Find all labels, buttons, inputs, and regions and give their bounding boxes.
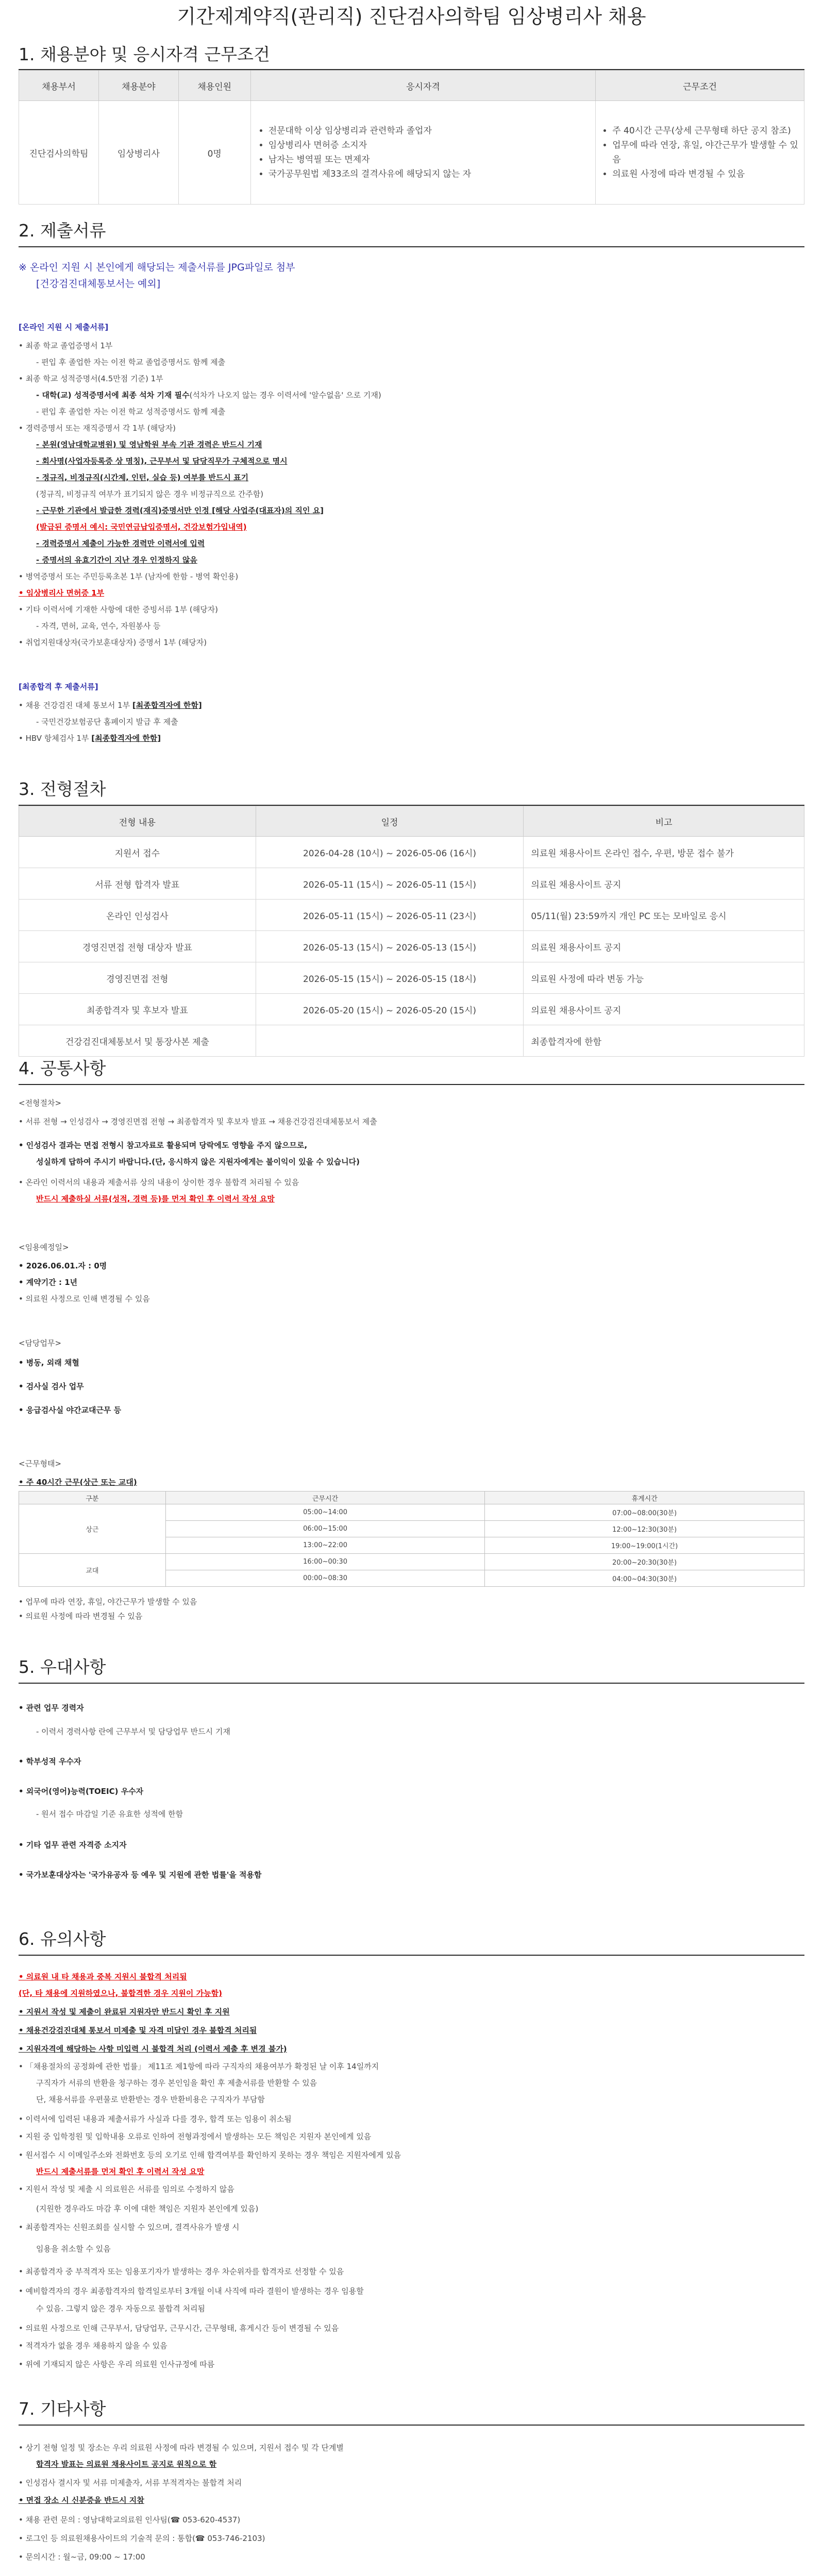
doc-subitem — [36, 389, 381, 401]
doc-item: • 경력증명서 또는 재직증명서 각 1부 (해당자) — [19, 423, 176, 433]
common-item: • 인성검사 결과는 면접 전형시 참고자료로 활용되며 당락에도 영향을 주지 않으므로, — [19, 1141, 308, 1150]
doc-item: • 최종 학교 졸업증명서 1부 — [19, 341, 113, 350]
step-schedule — [256, 1025, 524, 1057]
col-header: 일정 — [256, 806, 524, 837]
shift-hours: 00:00~08:30 — [165, 1570, 485, 1587]
step-note: 의료원 채용사이트 공지 — [524, 868, 804, 900]
step-note: 의료원 사정에 따라 변동 가능 — [524, 962, 804, 994]
doc-item-required: • 임상병리사 면허증 1부 — [19, 588, 105, 598]
step-note: 최종합격자에 한함 — [524, 1025, 804, 1057]
col-header: 채용부서 — [19, 71, 99, 101]
doc-subitem: - 경력증명서 제출이 가능한 경력만 이력서에 입력 — [36, 539, 205, 548]
section-heading-recruitment: 1. 채용분야 및 응시자격 근무조건 — [19, 44, 270, 64]
caution-item: • 지원자격에 해당하는 사항 미입력 시 불합격 처리 (이력서 제출 후 변경 불가) — [19, 2044, 287, 2054]
preference-item: • 기타 업무 관련 자격증 소지자 — [19, 1840, 127, 1850]
step-schedule: 2026-05-11 (15시) ~ 2026-05-11 (15시) — [256, 868, 524, 900]
caution-item-cont: 수 있음. 그렇지 않은 경우 자동으로 불합격 처리됨 — [36, 2304, 205, 2313]
section-heading-caution: 6. 유의사항 — [19, 1929, 106, 1949]
doc-subitem: - 자격, 면허, 교육, 연수, 자원봉사 등 — [36, 621, 161, 631]
table-header-row — [19, 1492, 804, 1504]
doc-subitem: - 국민건강보험공단 홈페이지 발급 후 제출 — [36, 717, 178, 726]
caution-item: • 최종합격자는 신원조회를 실시할 수 있으며, 결격사유가 발생 시 — [19, 2223, 240, 2232]
recruitment-table — [19, 70, 804, 205]
contact-hr: • 채용 관련 문의 : 영남대학교의료원 인사팀(☎ 053-620-4537) — [19, 2515, 241, 2524]
shift-hours: 05:00~14:00 — [165, 1504, 485, 1521]
shift-break: 07:00~08:00(30분) — [485, 1504, 804, 1521]
col-header: 응시자격 — [250, 71, 596, 101]
cell-dept: 진단검사의학팀 — [19, 101, 99, 205]
other-item: • 면접 장소 시 신분증을 반드시 지참 — [19, 2496, 144, 2505]
appointment-date: • 2026.06.01.자 : 0명 — [19, 1261, 107, 1270]
page-title: 기간제계약직(관리직) 진단검사의학팀 임상병리사 채용 — [177, 5, 646, 28]
step-note: 의료원 채용사이트 공지 — [524, 931, 804, 962]
shift-break: 04:00~04:30(30분) — [485, 1570, 804, 1587]
common-item: • 온라인 이력서의 내용과 제출서류 상의 내용이 상이한 경우 불합격 처리될 수 있음 — [19, 1178, 299, 1187]
shift-group: 상근 — [19, 1504, 166, 1554]
online-docs-header: [온라인 지원 시 제출서류] — [19, 323, 109, 332]
caution-item: • 위에 기재되지 않은 사항은 우리 의료원 인사규정에 따름 — [19, 2360, 215, 2369]
cell-qualification — [250, 101, 596, 205]
work-type-note: • 업무에 따라 연장, 휴일, 야간근무가 발생할 수 있음 — [19, 1597, 197, 1606]
preference-item: • 학부성적 우수자 — [19, 1757, 81, 1766]
other-item: • 상기 전형 일정 및 장소는 우리 의료원 사정에 따라 변경될 수 있으며, 지원서 접수 및 각 단계별 — [19, 2443, 344, 2452]
step-schedule: 2026-05-20 (15시) ~ 2026-05-20 (15시) — [256, 994, 524, 1025]
process-table — [19, 806, 804, 1057]
caution-item: • 이력서에 입력된 내용과 제출서류가 사실과 다를 경우, 합격 또는 임용이 취소됨 — [19, 2114, 292, 2124]
divider — [19, 1683, 804, 1684]
doc-subitem-note: (석차가 나오지 않는 경우 이력서에 '알수없음' 으로 기재) — [189, 391, 381, 400]
qualification-item: • 남자는 병역필 또는 면제자 — [268, 152, 595, 167]
doc-subitem: - 편입 후 졸업한 자는 이전 학교 졸업증명서도 함께 제출 — [36, 358, 226, 367]
caution-item: • 원서접수 시 이메일주소와 전화번호 등의 오기로 인해 합격여부를 확인하지 못하는 경우 책임은 지원자에게 있음 — [19, 2150, 401, 2160]
table-row — [19, 1554, 804, 1570]
step-name: 서류 전형 합격자 발표 — [19, 868, 256, 900]
doc-item: • 기타 이력서에 기재한 사항에 대한 증빙서류 1부 (해당자) — [19, 605, 219, 614]
final-docs-header: [최종합격 후 제출서류] — [19, 682, 98, 691]
preference-subitem: - 이력서 경력사항 란에 근무부서 및 담당업무 반드시 기재 — [36, 1727, 230, 1736]
preference-item: • 관련 업무 경력자 — [19, 1703, 84, 1713]
col-header: 전형 내용 — [19, 806, 256, 837]
step-schedule: 2026-05-13 (15시) ~ 2026-05-13 (15시) — [256, 931, 524, 962]
section-heading-other: 7. 기타사항 — [19, 2399, 106, 2419]
caution-item: • 지원서 작성 및 제출 시 의료원은 서류를 임의로 수정하지 않음 — [19, 2184, 234, 2194]
cell-conditions — [596, 101, 804, 205]
doc-item — [19, 733, 161, 744]
other-item: • 인성검사 결시자 및 서류 미제출자, 서류 부적격자는 불합격 처리 — [19, 2478, 242, 2487]
subheader-work-type: <근무형태> — [19, 1459, 62, 1468]
col-header: 채용분야 — [98, 71, 178, 101]
caution-item-cont: (지원한 경우라도 마감 후 이에 대한 책임은 지원자 본인에게 있음) — [36, 2204, 259, 2213]
doc-item-text: • HBV 항체검사 1부 — [19, 734, 92, 743]
caution-item: • 적격자가 없을 경우 채용하지 않을 수 있음 — [19, 2341, 167, 2350]
step-note: 의료원 채용사이트 온라인 접수, 우편, 방문 접수 불가 — [524, 837, 804, 868]
step-name: 경영진면접 전형 대상자 발표 — [19, 931, 256, 962]
section-heading-common: 4. 공통사항 — [19, 1058, 106, 1078]
common-item-warning: 반드시 제출하실 서류(성적, 경력 등)를 먼저 확인 후 이력서 작성 요망 — [36, 1194, 275, 1204]
documents-notice-exception: [건강검진대체통보서는 예외] — [36, 278, 161, 290]
col-header: 구분 — [19, 1492, 166, 1504]
duty-item: • 검사실 검사 업무 — [19, 1382, 84, 1391]
subheader-duties: <담당업무> — [19, 1338, 62, 1348]
table-row — [19, 1504, 804, 1521]
cell-count: 0명 — [178, 101, 250, 205]
caution-item: • 지원서 작성 및 제출이 완료된 지원자만 반드시 확인 후 지원 — [19, 2007, 230, 2016]
caution-item-cont: 임용을 취소할 수 있음 — [36, 2244, 111, 2253]
divider — [19, 1084, 804, 1085]
caution-item: • 채용건강검진대체 통보서 미제출 및 자격 미달인 경우 불합격 처리됨 — [19, 2026, 257, 2035]
condition-item: • 업무에 따라 연장, 휴일, 야간근무가 발생할 수 있음 — [612, 138, 799, 167]
table-header-row — [19, 806, 804, 837]
table-row — [19, 931, 804, 962]
shift-break: 20:00~20:30(30분) — [485, 1554, 804, 1570]
shift-break: 19:00~19:00(1시간) — [485, 1537, 804, 1554]
doc-subitem: - 정규직, 비정규직(시간제, 인턴, 실습 등) 여부를 반드시 표기 — [36, 473, 249, 482]
section-heading-preference: 5. 우대사항 — [19, 1657, 106, 1677]
work-type-item: • 주 40시간 근무(상근 또는 교대) — [19, 1478, 137, 1487]
doc-subitem: - 근무한 기관에서 발급한 경력(재직)증명서만 인정 [해당 사업주(대표자)의 직인 요] — [36, 506, 324, 515]
preference-item: • 국가보훈대상자는 '국가유공자 등 예우 및 지원에 관한 법률'을 적용함 — [19, 1870, 262, 1879]
shift-hours: 06:00~15:00 — [165, 1521, 485, 1537]
common-item: • 서류 전형 → 인성검사 → 경영진면접 전형 → 최종합격자 및 후보자 발표 → 채용건강검진대체통보서 제출 — [19, 1117, 377, 1126]
col-header: 비고 — [524, 806, 804, 837]
work-type-note: • 의료원 사정에 따라 변경될 수 있음 — [19, 1612, 143, 1621]
step-note: 의료원 채용사이트 공지 — [524, 994, 804, 1025]
contract-period: • 계약기간 : 1년 — [19, 1278, 78, 1287]
doc-item — [19, 700, 202, 711]
caution-item-cont: 단, 채용서류를 우편물로 반환받는 경우 반환비용은 구직자가 부담함 — [36, 2095, 265, 2104]
table-row — [19, 101, 804, 205]
doc-subitem: (정규직, 비정규직 여부가 표기되지 않은 경우 비정규직으로 간주함) — [36, 489, 264, 499]
caution-item-warning: (단, 타 채용에 지원하였으나, 불합격한 경우 지원이 가능함) — [19, 1989, 222, 1998]
step-schedule: 2026-05-11 (15시) ~ 2026-05-11 (23시) — [256, 900, 524, 931]
step-name: 최종합격자 및 후보자 발표 — [19, 994, 256, 1025]
qualification-item: • 전문대학 이상 임상병리과 관련학과 졸업자 — [268, 124, 595, 138]
doc-subitem-warning: (발급된 증명서 예시: 국민연금납입증명서, 건강보험가입내역) — [36, 522, 247, 532]
divider — [19, 246, 804, 247]
doc-subitem: - 증명서의 유효기간이 지난 경우 인정하지 않음 — [36, 555, 197, 565]
contact-hours: • 문의시간 : 월~금, 09:00 ~ 17:00 — [19, 2552, 145, 2562]
doc-item: • 취업지원대상자(국가보훈대상자) 증명서 1부 (해당자) — [19, 638, 207, 647]
doc-subitem: - 편입 후 졸업한 자는 이전 학교 성적증명서도 함께 제출 — [36, 407, 226, 416]
documents-notice: ※ 온라인 지원 시 본인에게 해당되는 제출서류를 JPG파일로 첨부 — [19, 262, 295, 273]
qualification-item: • 임상병리사 면허증 소지자 — [268, 138, 595, 152]
other-item-cont: 합격자 발표는 의료원 채용사이트 공지로 원칙으로 함 — [36, 2460, 217, 2469]
subheader-appointment: <임용예정일> — [19, 1243, 69, 1252]
qualification-item: • 국가공무원법 제33조의 결격사유에 해당되지 않는 자 — [268, 167, 595, 181]
preference-item: • 외국어(영어)능력(TOEIC) 우수자 — [19, 1787, 144, 1796]
doc-item: • 병역증명서 또는 주민등록초본 1부 (남자에 한함 - 병역 확인용) — [19, 572, 239, 581]
table-header-row — [19, 71, 804, 101]
caution-item: • 의료원 사정으로 인해 근무부서, 담당업무, 근무시간, 근무형태, 휴게시간 등이 변경될 수 있음 — [19, 2324, 339, 2333]
table-row — [19, 994, 804, 1025]
doc-item-note: [최종합격자에 한함] — [91, 734, 161, 743]
step-name: 온라인 인성검사 — [19, 900, 256, 931]
duty-item: • 응급검사실 야간교대근무 등 — [19, 1405, 122, 1415]
cell-field: 임상병리사 — [98, 101, 178, 205]
doc-item: • 최종 학교 성적증명서(4.5만점 기준) 1부 — [19, 374, 163, 383]
step-name: 지원서 접수 — [19, 837, 256, 868]
step-name: 건강검진대체통보서 및 통장사본 제출 — [19, 1025, 256, 1057]
shift-table — [19, 1491, 804, 1587]
doc-subitem: - 회사명(사업자등록증 상 명칭), 근무부서 및 담당직무가 구체적으로 명시 — [36, 456, 288, 466]
common-item: 성실하게 답하여 주시기 바랍니다.(단, 응시하지 않은 지원자에게는 불이익이 있을 수 있습니다) — [36, 1157, 360, 1166]
col-header: 근무조건 — [596, 71, 804, 101]
doc-item-note: [최종합격자에 한함] — [132, 701, 202, 710]
caution-item: • 「채용절차의 공정화에 관한 법률」 제11조 제1항에 따라 구직자의 채용여부가 확정된 날 이후 14일까지 — [19, 2062, 379, 2071]
shift-break: 12:00~12:30(30분) — [485, 1521, 804, 1537]
caution-item-cont: 구직자가 서류의 반환을 청구하는 경우 본인임을 확인 후 제출서류를 반환할 수 있음 — [36, 2078, 317, 2088]
col-header: 휴게시간 — [485, 1492, 804, 1504]
caution-item: • 지원 중 입학정원 및 입학내용 오류로 인하여 전형과정에서 발생하는 모든 책임은 지원자 본인에게 있음 — [19, 2132, 372, 2141]
col-header: 채용인원 — [178, 71, 250, 101]
doc-subitem-bold: - 대학(교) 성적증명서에 최종 석차 기재 필수 — [36, 391, 190, 400]
step-schedule: 2026-04-28 (10시) ~ 2026-05-06 (16시) — [256, 837, 524, 868]
step-schedule: 2026-05-15 (15시) ~ 2026-05-15 (18시) — [256, 962, 524, 994]
table-row — [19, 962, 804, 994]
table-row — [19, 868, 804, 900]
divider — [19, 2425, 804, 2426]
caution-item-warning: 반드시 제출서류를 먼저 확인 후 이력서 작성 요망 — [36, 2167, 205, 2176]
doc-item-text: • 채용 건강검진 대체 통보서 1부 — [19, 701, 132, 710]
caution-item: • 최종합격자 중 부적격자 또는 임용포기자가 발생하는 경우 차순위자를 합격자로 선정할 수 있음 — [19, 2267, 344, 2276]
duty-item: • 병동, 외래 채혈 — [19, 1358, 79, 1367]
subheader-process: <전형절차> — [19, 1098, 62, 1108]
caution-item-warning: • 의료원 내 타 채용과 중복 지원시 불합격 처리됨 — [19, 1972, 187, 1981]
condition-item: • 주 40시간 근무(상세 근무형태 하단 공지 참조) — [612, 124, 799, 138]
table-row — [19, 900, 804, 931]
step-note: 05/11(월) 23:59까지 개인 PC 또는 모바일로 응시 — [524, 900, 804, 931]
caution-item: • 예비합격자의 경우 최종합격자의 합격일로부터 3개월 이내 사직에 따라 결원이 발생하는 경우 임용할 — [19, 2286, 364, 2296]
shift-hours: 16:00~00:30 — [165, 1554, 485, 1570]
contact-tech: • 로그인 등 의료원채용사이트의 기술적 문의 : 통합(☎ 053-746-2103) — [19, 2534, 265, 2543]
appointment-note: • 의료원 사정으로 인해 변경될 수 있음 — [19, 1294, 150, 1303]
divider — [19, 1955, 804, 1956]
section-heading-documents: 2. 제출서류 — [19, 221, 106, 241]
col-header: 근무시간 — [165, 1492, 485, 1504]
shift-hours: 13:00~22:00 — [165, 1537, 485, 1554]
preference-subitem: - 원서 접수 마감일 기준 유효한 성적에 한함 — [36, 1809, 183, 1819]
table-row — [19, 837, 804, 868]
section-heading-process: 3. 전형절차 — [19, 779, 106, 799]
doc-subitem: - 본원(영남대학교병원) 및 영남학원 부속 기관 경력은 반드시 기재 — [36, 440, 262, 449]
table-row — [19, 1025, 804, 1057]
step-name: 경영진면접 전형 — [19, 962, 256, 994]
condition-item: • 의료원 사정에 따라 변경될 수 있음 — [612, 167, 799, 181]
shift-group: 교대 — [19, 1554, 166, 1587]
